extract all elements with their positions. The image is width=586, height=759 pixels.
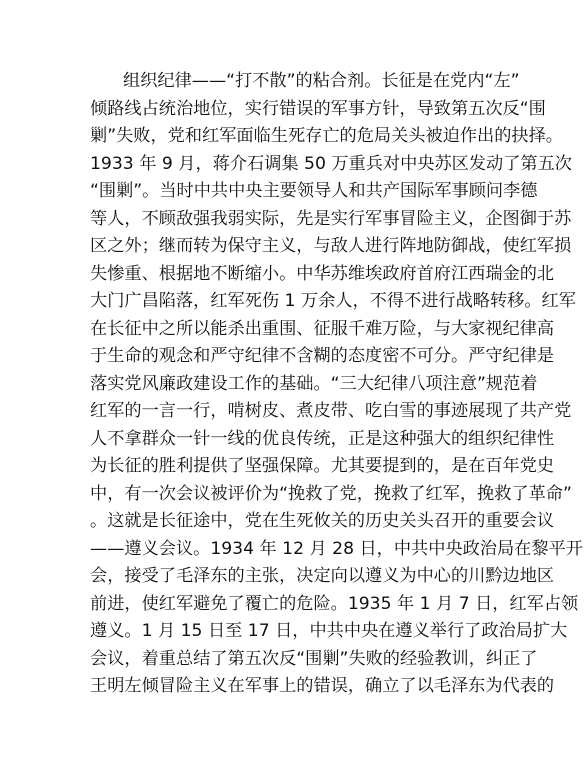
paragraph-line: 会议，着重总结了第五次反“围剿”失败的经验教训，纠正了 [90, 648, 538, 669]
paragraph-line: 1933 年 9 月，蒋介石调集 50 万重兵对中央苏区发动了第五次 [90, 153, 572, 174]
paragraph-line: 遵义。1 月 15 日至 17 日，中共中央在遵义举行了政治局扩大 [90, 621, 568, 641]
paragraph-line: 人不拿群众一针一线的优良传统，正是这种强大的组织纪律性 [90, 428, 555, 449]
body-paragraph [90, 68, 583, 701]
paragraph-line: 失惨重、根据地不断缩小。中华苏维埃政府首府江西瑞金的北 [90, 263, 555, 284]
paragraph-line: ——遵义会议。1934 年 12 月 28 日，中共中央政治局在黎平开 [90, 538, 583, 559]
paragraph-line: 剿”失败，党和红军面临生死存亡的危局关头被迫作出的抉择。 [90, 126, 563, 146]
paragraph-line: 于生命的观念和严守纪律不含糊的态度密不可分。严守纪律是 [90, 346, 555, 366]
paragraph-line: 红军的一言一行，啃树皮、煮皮带、吃白雪的事迹展现了共产党 [90, 401, 572, 421]
paragraph-line: 。这就是长征途中，党在生死攸关的历史关头召开的重要会议 [90, 511, 555, 531]
paragraph-line: 等人，不顾敌强我弱实际，先是实行军事冒险主义，企图御于苏 [90, 208, 572, 229]
paragraph-line: 在长征中之所以能杀出重围、征服千难万险，与大家视纪律高 [90, 318, 555, 339]
paragraph-line: “围剿”。当时中共中央主要领导人和共产国际军事顾问李德 [90, 181, 538, 201]
paragraph-line: 落实党风廉政建设工作的基础。“三大纪律八项注意”规范着 [90, 373, 538, 394]
paragraph-line: 前进，使红军避免了覆亡的危险。1935 年 1 月 7 日，红军占领 [90, 593, 579, 614]
paragraph-line: 倾路线占统治地位，实行错误的军事方针，导致第五次反“围 [90, 98, 546, 119]
paragraph-line: 区之外；继而转为保守主义，与敌人进行阵地防御战，使红军损 [90, 236, 572, 256]
paragraph-line: 组织纪律——“打不散”的粘合剂。长征是在党内“左” [123, 71, 520, 91]
paragraph-line: 中，有一次会议被评价为“挽救了党，挽救了红军，挽救了革命” [90, 483, 572, 504]
paragraph-line: 大门广昌陷落，红军死伤 1 万余人，不得不进行战略转移。红军 [90, 291, 576, 311]
paragraph-line: 为长征的胜利提供了坚强保障。尤其要提到的，是在百年党史 [90, 456, 555, 476]
paragraph-line: 王明左倾冒险主义在军事上的错误，确立了以毛泽东为代表的 [90, 676, 555, 696]
paragraph-line: 会，接受了毛泽东的主张，决定向以遵义为中心的川黔边地区 [90, 566, 555, 586]
